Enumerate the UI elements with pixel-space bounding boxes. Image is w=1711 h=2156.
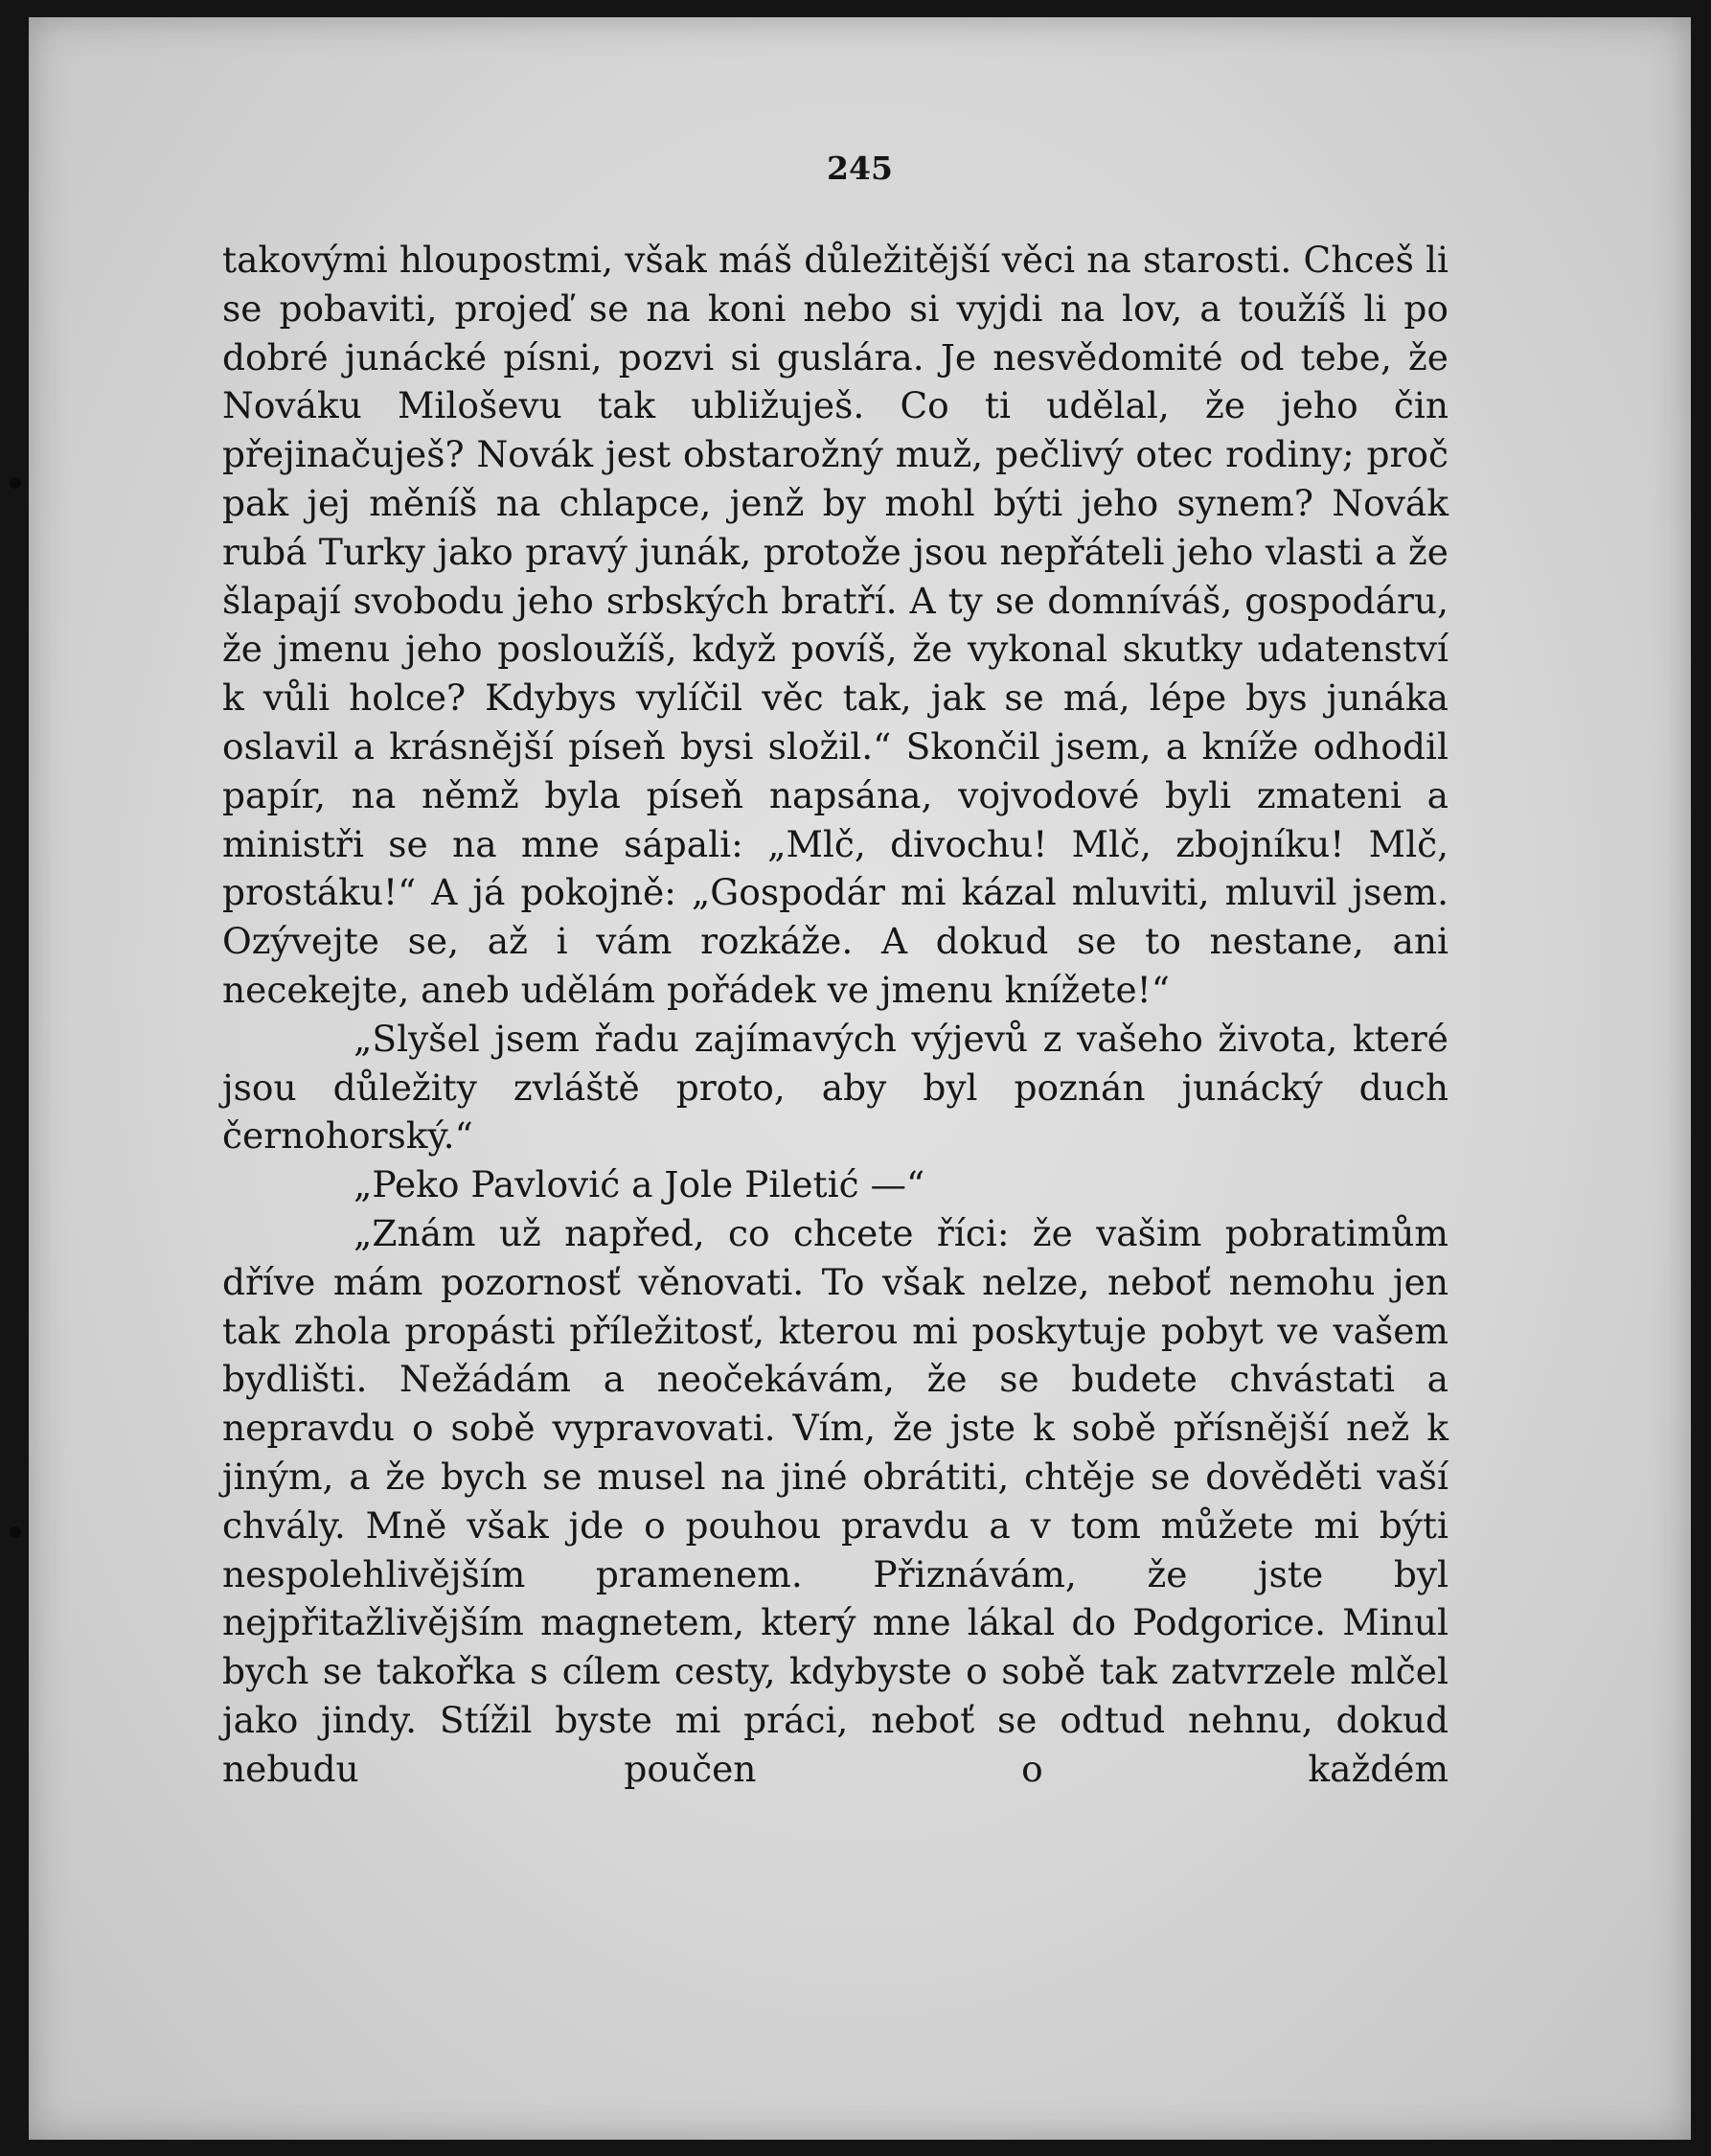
page-number: 245 — [827, 149, 893, 187]
book-page — [29, 17, 1691, 2140]
binding-hole-mark — [10, 477, 21, 489]
binding-hole-mark — [10, 1526, 21, 1538]
paragraph-slysel: „Slyšel jsem řadu zajímavých výjevů z vašeho života, které jsou důležity zvláště proto, aby byl poznán junácký duch černohorský.“ — [222, 1017, 1449, 1158]
paragraph-continuation: takovými hloupostmi, však máš důležitější věci na starosti. Chceš li se pobaviti, projeď se na koni nebo si vyjdi na lov, a toužíš li po dobré junácké písni, pozvi si guslára. Je nesvědomité od tebe, že Nováku Miloševu tak ubližuješ. Co ti udělal, že jeho čin přejinačuješ? Novák jest obstarožný muž, pečlivý otec rodiny; proč pak jej měníš na chlapce, jenž by mohl býti jeho synem? Novák rubá Turky jako pravý junák, protože jsou nepřáteli jeho vlasti a že šlapají svobodu jeho srbských bratří. A ty se domníváš, gospodáru, že jmenu jeho posloužíš, když povíš, že vykonal skutky udatenství k vůli holce? Kdybys vylíčil věc tak, jak se má, lépe bys junáka oslavil a krásnější píseň bysi složil.“ Skončil jsem, a kníže odhodil papír, na němž byla píseň napsána, vojvodové byli zmateni a ministři se na mne sápali: „Mlč, divochu! Mlč, zbojníku! Mlč, prostáku!“ A já pokojně: „Gospodár mi kázal mluviti, mluvil jsem. Ozývejte se, až i vám rozkáže. A dokud se to nestane, ani necekejte, aneb udělám pořádek ve jmenu knížete!“ — [222, 239, 1449, 1011]
paragraph-znam: „Znám už napřed, co chcete říci: že vašim pobratimům dříve mám pozornosť věnovati. To však nelze, neboť nemohu jen tak zhola propásti příležitosť, kterou mi poskytuje pobyt ve vašem bydlišti. Nežádám a neočekávám, že se budete chvástati a nepravdu o sobě vypravovati. Vím, že jste k sobě přísnější než k jiným, a že bych se musel na jiné obrátiti, chtěje se dověděti vaší chvály. Mně však jde o pouhou pravdu a v tom můžete mi býti nespolehlivějším pramenem. Přiznávám, že jste byl nejpřitažlivějším magnetem, který mne lákal do Podgorice. Minul bych se takořka s cílem cesty, kdybyste o sobě tak zatvrzele mlčel jako jindy. Stížil byste mi práci, neboť se odtud nehnu, dokud nebudu poučen o každém — [222, 1211, 1449, 1790]
body-text — [222, 236, 1449, 1794]
paragraph-peko: „Peko Pavlović a Jole Piletić —“ — [354, 1163, 925, 1206]
